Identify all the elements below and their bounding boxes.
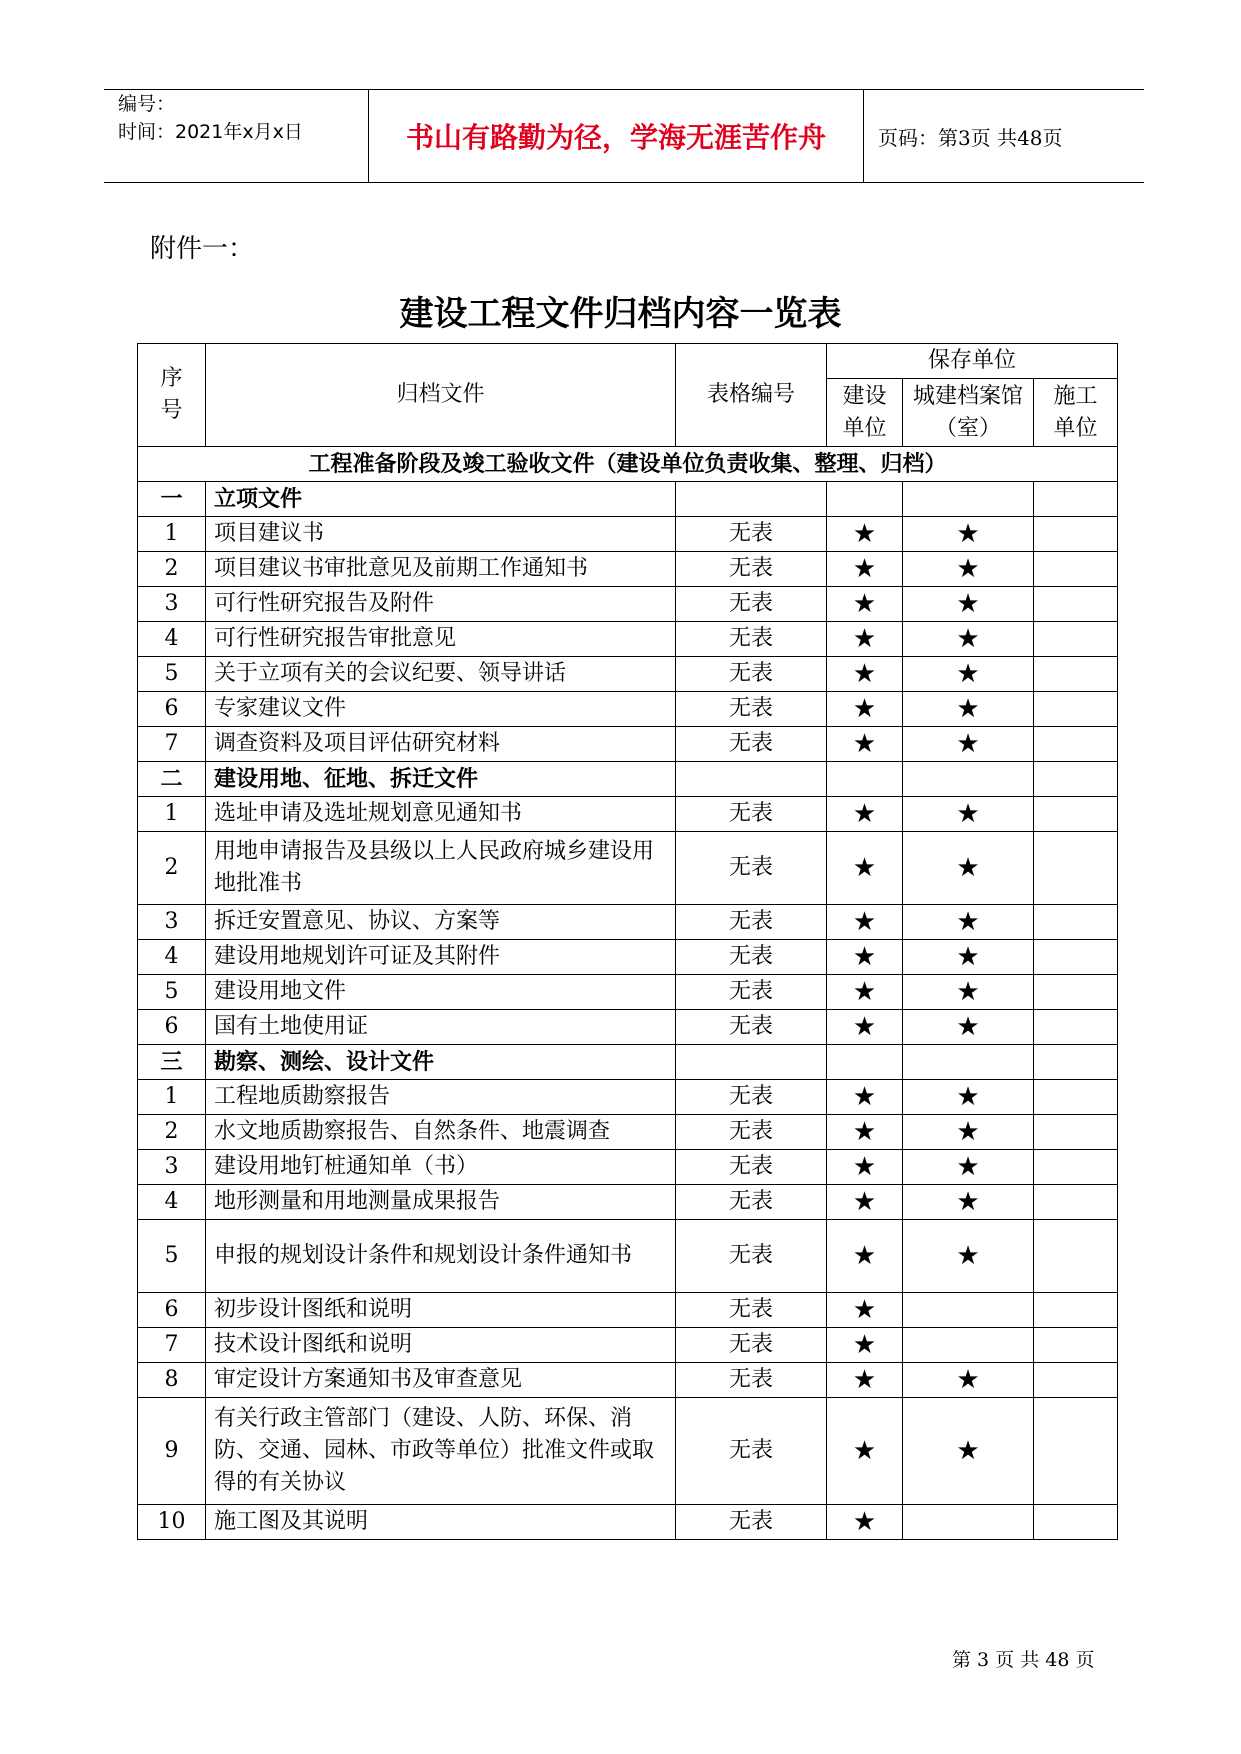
header-keep: 保存单位 (827, 344, 1118, 379)
header-construct-unit: 施工单位 (1034, 379, 1118, 447)
row-construct-unit (1034, 762, 1118, 797)
star-icon: ★ (852, 519, 877, 549)
row-archive-unit (903, 940, 1034, 975)
row-file-name: 国有土地使用证 (206, 1010, 676, 1045)
section-row (138, 482, 1118, 517)
section-row (138, 762, 1118, 797)
table-row (138, 1080, 1118, 1115)
row-form: 无表 (676, 657, 827, 692)
row-seq: 4 (138, 1185, 206, 1220)
star-icon: ★ (956, 1152, 980, 1182)
row-file-name: 项目建议书 (206, 517, 676, 552)
row-file-name: 建设用地钉桩通知单（书） (206, 1150, 676, 1185)
row-form: 无表 (676, 1010, 827, 1045)
row-construct-unit (1034, 975, 1118, 1010)
row-file-name: 立项文件 (206, 482, 676, 517)
row-form: 无表 (676, 1398, 827, 1505)
row-build-unit (827, 1045, 903, 1080)
row-build-unit (827, 1398, 903, 1505)
row-file-name: 勘察、测绘、设计文件 (206, 1045, 676, 1080)
row-construct-unit (1034, 1398, 1118, 1505)
row-archive-unit (903, 975, 1034, 1010)
row-construct-unit (1034, 797, 1118, 832)
row-seq: 6 (138, 1010, 206, 1045)
row-file-name: 建设用地规划许可证及其附件 (206, 940, 676, 975)
row-form: 无表 (676, 1080, 827, 1115)
star-icon: ★ (852, 1241, 877, 1271)
row-form: 无表 (676, 1293, 827, 1328)
row-file-name: 调查资料及项目评估研究材料 (206, 727, 676, 762)
row-seq: 2 (138, 552, 206, 587)
star-icon: ★ (956, 977, 980, 1007)
row-file-name: 拆迁安置意见、协议、方案等 (206, 905, 676, 940)
row-build-unit (827, 905, 903, 940)
table-row (138, 587, 1118, 622)
row-construct-unit (1034, 657, 1118, 692)
row-form: 无表 (676, 975, 827, 1010)
row-archive-unit (903, 1328, 1034, 1363)
row-form: 无表 (676, 622, 827, 657)
row-archive-unit (903, 1010, 1034, 1045)
table-row (138, 1150, 1118, 1185)
row-file-name: 技术设计图纸和说明 (206, 1328, 676, 1363)
row-build-unit (827, 1150, 903, 1185)
star-icon: ★ (956, 729, 980, 759)
row-seq: 2 (138, 832, 206, 905)
row-construct-unit (1034, 1293, 1118, 1328)
row-construct-unit (1034, 622, 1118, 657)
header-form: 表格编号 (676, 344, 827, 447)
star-icon: ★ (956, 1117, 980, 1147)
row-construct-unit (1034, 517, 1118, 552)
row-form: 无表 (676, 1115, 827, 1150)
row-build-unit (827, 940, 903, 975)
row-build-unit (827, 1293, 903, 1328)
row-seq: 3 (138, 1150, 206, 1185)
row-archive-unit (903, 1185, 1034, 1220)
table-row (138, 1293, 1118, 1328)
row-build-unit (827, 1328, 903, 1363)
star-icon: ★ (956, 1082, 980, 1112)
star-icon: ★ (852, 659, 877, 689)
row-form: 无表 (676, 517, 827, 552)
row-form (676, 1045, 827, 1080)
row-archive-unit (903, 1220, 1034, 1293)
row-archive-unit (903, 1398, 1034, 1505)
star-icon: ★ (956, 853, 980, 883)
row-form: 无表 (676, 1185, 827, 1220)
row-form: 无表 (676, 692, 827, 727)
section-row (138, 1045, 1118, 1080)
row-seq: 1 (138, 797, 206, 832)
row-build-unit (827, 657, 903, 692)
star-icon: ★ (852, 1365, 877, 1395)
row-seq: 9 (138, 1398, 206, 1505)
row-form: 无表 (676, 727, 827, 762)
table-row (138, 975, 1118, 1010)
row-seq: 1 (138, 517, 206, 552)
row-seq: 3 (138, 905, 206, 940)
table-row (138, 657, 1118, 692)
row-archive-unit (903, 762, 1034, 797)
star-icon: ★ (956, 659, 980, 689)
row-build-unit (827, 482, 903, 517)
row-file-name: 施工图及其说明 (206, 1505, 676, 1540)
row-construct-unit (1034, 1045, 1118, 1080)
star-icon: ★ (852, 1152, 877, 1182)
star-icon: ★ (956, 1436, 980, 1466)
header-build-unit: 建设单位 (827, 379, 903, 447)
table-row (138, 517, 1118, 552)
row-construct-unit (1034, 1010, 1118, 1045)
star-icon: ★ (956, 519, 980, 549)
row-construct-unit (1034, 905, 1118, 940)
row-file-name: 审定设计方案通知书及审查意见 (206, 1363, 676, 1398)
row-form: 无表 (676, 905, 827, 940)
row-seq: 4 (138, 940, 206, 975)
table-row (138, 622, 1118, 657)
row-file-name: 专家建议文件 (206, 692, 676, 727)
serial-label: 编号： (118, 93, 176, 115)
header-page-label: 页码：第3页 共48页 (878, 125, 1063, 150)
row-archive-unit (903, 1150, 1034, 1185)
row-seq: 6 (138, 692, 206, 727)
stage-title: 工程准备阶段及竣工验收文件（建设单位负责收集、整理、归档） (138, 447, 1118, 482)
star-icon: ★ (852, 1187, 877, 1217)
row-construct-unit (1034, 1363, 1118, 1398)
row-archive-unit (903, 692, 1034, 727)
row-construct-unit (1034, 940, 1118, 975)
row-file-name: 关于立项有关的会议纪要、领导讲话 (206, 657, 676, 692)
row-seq: 3 (138, 587, 206, 622)
stage-row (138, 447, 1118, 482)
star-icon: ★ (956, 907, 980, 937)
archive-table (137, 343, 1118, 1540)
row-file-name: 初步设计图纸和说明 (206, 1293, 676, 1328)
row-construct-unit (1034, 832, 1118, 905)
row-construct-unit (1034, 727, 1118, 762)
star-icon: ★ (852, 853, 877, 883)
date-label: 时间：2021年x月x日 (118, 121, 303, 143)
star-icon: ★ (852, 589, 877, 619)
star-icon: ★ (956, 1012, 980, 1042)
row-seq: 一 (138, 482, 206, 517)
row-form: 无表 (676, 552, 827, 587)
row-file-name: 项目建议书审批意见及前期工作通知书 (206, 552, 676, 587)
header-seq: 序号 (138, 344, 206, 447)
row-build-unit (827, 1363, 903, 1398)
header-motto: 书山有路勤为径，学海无涯苦作舟 (369, 90, 864, 182)
row-build-unit (827, 1080, 903, 1115)
row-form: 无表 (676, 940, 827, 975)
table-row (138, 832, 1118, 905)
table-row (138, 1363, 1118, 1398)
annex-label: 附件一： (150, 234, 255, 264)
star-icon: ★ (852, 624, 877, 654)
row-form: 无表 (676, 797, 827, 832)
row-seq: 5 (138, 975, 206, 1010)
star-icon: ★ (956, 1187, 980, 1217)
star-icon: ★ (956, 624, 980, 654)
row-seq: 2 (138, 1115, 206, 1150)
row-file-name: 建设用地、征地、拆迁文件 (206, 762, 676, 797)
header-meta (104, 90, 369, 182)
table-header-row-1 (138, 344, 1118, 379)
table-row (138, 1115, 1118, 1150)
row-archive-unit (903, 482, 1034, 517)
row-form (676, 762, 827, 797)
row-seq: 1 (138, 1080, 206, 1115)
row-seq: 10 (138, 1505, 206, 1540)
table-row (138, 727, 1118, 762)
row-file-name: 地形测量和用地测量成果报告 (206, 1185, 676, 1220)
row-archive-unit (903, 552, 1034, 587)
row-form: 无表 (676, 832, 827, 905)
row-file-name: 可行性研究报告审批意见 (206, 622, 676, 657)
row-construct-unit (1034, 692, 1118, 727)
row-construct-unit (1034, 1328, 1118, 1363)
row-construct-unit (1034, 1150, 1118, 1185)
row-form (676, 482, 827, 517)
row-build-unit (827, 727, 903, 762)
row-archive-unit (903, 1505, 1034, 1540)
row-file-name: 工程地质勘察报告 (206, 1080, 676, 1115)
row-construct-unit (1034, 1185, 1118, 1220)
row-seq: 7 (138, 727, 206, 762)
header-archive-unit: 城建档案馆（室） (903, 379, 1034, 447)
star-icon: ★ (956, 694, 980, 724)
row-build-unit (827, 1010, 903, 1045)
star-icon: ★ (956, 799, 980, 829)
row-file-name: 有关行政主管部门（建设、人防、环保、消防、交通、园林、市政等单位）批准文件或取得的有关协议 (206, 1398, 676, 1505)
row-archive-unit (903, 1045, 1034, 1080)
row-seq: 8 (138, 1363, 206, 1398)
star-icon: ★ (852, 1507, 877, 1537)
table-row (138, 1010, 1118, 1045)
row-construct-unit (1034, 1115, 1118, 1150)
table-row (138, 940, 1118, 975)
table-row (138, 797, 1118, 832)
star-icon: ★ (852, 729, 877, 759)
star-icon: ★ (852, 1330, 877, 1360)
header-file: 归档文件 (206, 344, 676, 447)
row-archive-unit (903, 1080, 1034, 1115)
row-construct-unit (1034, 1080, 1118, 1115)
star-icon: ★ (852, 694, 877, 724)
row-file-name: 用地申请报告及县级以上人民政府城乡建设用地批准书 (206, 832, 676, 905)
row-seq: 三 (138, 1045, 206, 1080)
row-seq: 4 (138, 622, 206, 657)
row-archive-unit (903, 1293, 1034, 1328)
row-construct-unit (1034, 587, 1118, 622)
row-build-unit (827, 1505, 903, 1540)
row-archive-unit (903, 657, 1034, 692)
row-file-name: 水文地质勘察报告、自然条件、地震调查 (206, 1115, 676, 1150)
row-form: 无表 (676, 1505, 827, 1540)
star-icon: ★ (852, 1295, 877, 1325)
archive-table-body (138, 344, 1118, 1540)
row-archive-unit (903, 1115, 1034, 1150)
row-form: 无表 (676, 1220, 827, 1293)
star-icon: ★ (852, 1436, 877, 1466)
table-row (138, 905, 1118, 940)
table-row (138, 552, 1118, 587)
row-construct-unit (1034, 1220, 1118, 1293)
row-build-unit (827, 517, 903, 552)
row-file-name: 建设用地文件 (206, 975, 676, 1010)
page-header (104, 89, 1144, 183)
star-icon: ★ (852, 1082, 877, 1112)
row-seq: 7 (138, 1328, 206, 1363)
page-footer: 第 3 页 共 48 页 (952, 1649, 1095, 1671)
row-form: 无表 (676, 1363, 827, 1398)
star-icon: ★ (852, 1012, 877, 1042)
star-icon: ★ (956, 1241, 980, 1271)
row-form: 无表 (676, 587, 827, 622)
row-seq: 5 (138, 1220, 206, 1293)
row-build-unit (827, 797, 903, 832)
row-seq: 二 (138, 762, 206, 797)
row-build-unit (827, 762, 903, 797)
row-archive-unit (903, 517, 1034, 552)
row-file-name: 选址申请及选址规划意见通知书 (206, 797, 676, 832)
star-icon: ★ (956, 942, 980, 972)
row-file-name: 可行性研究报告及附件 (206, 587, 676, 622)
row-archive-unit (903, 1363, 1034, 1398)
row-construct-unit (1034, 482, 1118, 517)
star-icon: ★ (852, 554, 877, 584)
star-icon: ★ (852, 907, 877, 937)
row-construct-unit (1034, 552, 1118, 587)
row-seq: 6 (138, 1293, 206, 1328)
row-build-unit (827, 832, 903, 905)
row-build-unit (827, 622, 903, 657)
row-form: 无表 (676, 1150, 827, 1185)
table-row (138, 1398, 1118, 1505)
star-icon: ★ (956, 554, 980, 584)
row-build-unit (827, 1115, 903, 1150)
row-file-name: 申报的规划设计条件和规划设计条件通知书 (206, 1220, 676, 1293)
row-archive-unit (903, 832, 1034, 905)
row-seq: 5 (138, 657, 206, 692)
table-row (138, 1328, 1118, 1363)
table-row (138, 1220, 1118, 1293)
row-archive-unit (903, 905, 1034, 940)
star-icon: ★ (956, 1365, 980, 1395)
row-archive-unit (903, 797, 1034, 832)
star-icon: ★ (852, 942, 877, 972)
row-build-unit (827, 587, 903, 622)
row-form: 无表 (676, 1328, 827, 1363)
row-archive-unit (903, 622, 1034, 657)
table-row (138, 692, 1118, 727)
table-row (138, 1505, 1118, 1540)
star-icon: ★ (852, 1117, 877, 1147)
star-icon: ★ (852, 799, 877, 829)
row-build-unit (827, 552, 903, 587)
document-title: 建设工程文件归档内容一览表 (399, 294, 842, 334)
row-build-unit (827, 692, 903, 727)
row-build-unit (827, 1185, 903, 1220)
row-construct-unit (1034, 1505, 1118, 1540)
row-archive-unit (903, 727, 1034, 762)
star-icon: ★ (956, 589, 980, 619)
row-archive-unit (903, 587, 1034, 622)
star-icon: ★ (852, 977, 877, 1007)
row-build-unit (827, 975, 903, 1010)
table-row (138, 1185, 1118, 1220)
row-build-unit (827, 1220, 903, 1293)
